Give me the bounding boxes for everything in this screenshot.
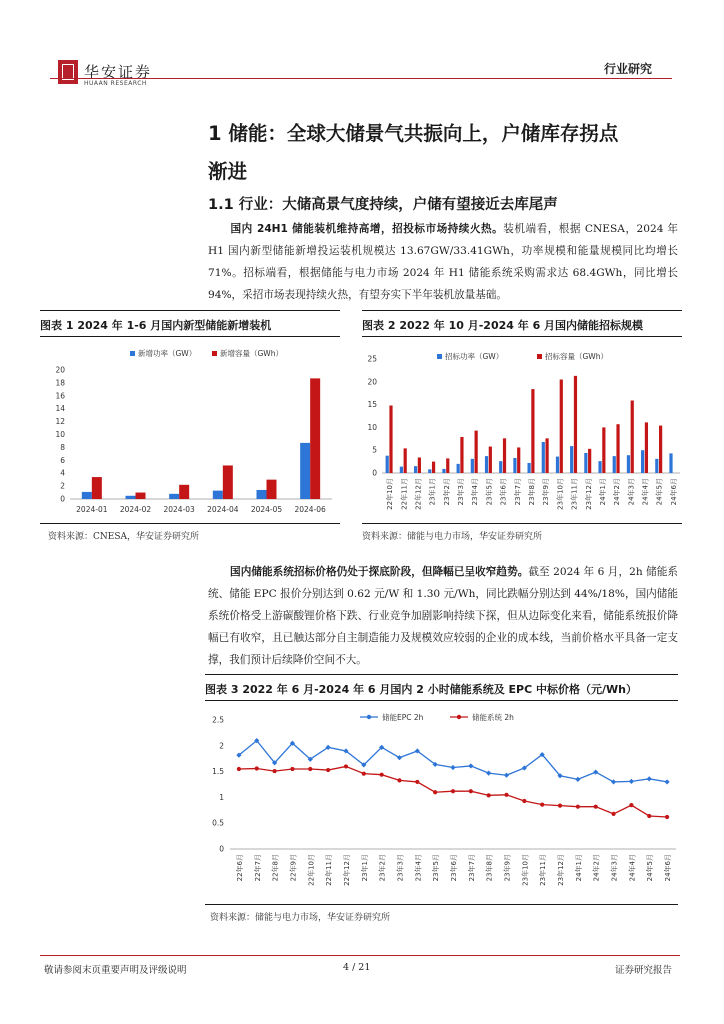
y-tick-label: 4 <box>60 468 65 478</box>
footer-report-type: 证券研究报告 <box>614 965 672 976</box>
bar-power <box>126 496 136 499</box>
y-tick-label: 2.5 <box>212 715 224 725</box>
report-section: 行业研究 <box>603 62 652 76</box>
bar-capacity <box>631 400 634 473</box>
point-epc <box>504 773 509 778</box>
bar-power <box>584 453 587 473</box>
x-tick-label: 23年3月 <box>457 478 466 506</box>
y-tick-label: 18 <box>55 378 65 388</box>
point-system <box>487 793 491 797</box>
x-tick-label: 24年1月 <box>598 478 607 506</box>
y-tick-label: 0 <box>372 468 377 478</box>
x-tick-label: 2024-03 <box>163 505 195 514</box>
x-tick-label: 23年8月 <box>485 854 494 882</box>
point-epc <box>647 776 652 781</box>
y-tick-label: 2 <box>219 741 224 751</box>
bar-capacity <box>616 424 619 473</box>
bar-capacity <box>310 378 320 499</box>
fig3-source: 资料来源：储能与电力市场，华安证券研究所 <box>210 913 391 923</box>
bar-capacity <box>503 438 506 473</box>
x-tick-label: 24年6月 <box>669 478 678 506</box>
fig1-bottom-rule <box>40 523 340 524</box>
point-epc <box>593 770 598 775</box>
x-tick-label: 23年2月 <box>378 854 387 882</box>
point-system <box>344 764 348 768</box>
fig1-top-rule <box>40 310 340 311</box>
x-tick-label: 22年8月 <box>271 854 280 882</box>
y-tick-label: 20 <box>367 377 377 387</box>
y-tick-label: 10 <box>55 430 65 439</box>
bar-capacity <box>92 477 102 499</box>
bar-capacity <box>446 458 449 473</box>
bar-capacity <box>136 493 146 499</box>
bar-capacity <box>223 465 233 499</box>
y-tick-label: 14 <box>55 404 65 414</box>
x-tick-label: 23年11月 <box>539 854 548 886</box>
x-tick-label: 2024-01 <box>76 505 108 514</box>
bar-power <box>485 456 488 473</box>
section-heading <box>208 118 678 188</box>
bar-power <box>627 455 630 473</box>
point-epc <box>397 755 402 760</box>
bar-power <box>499 461 502 473</box>
fig3-top-rule <box>205 674 678 675</box>
x-tick-label: 23年10月 <box>556 478 565 510</box>
x-tick-label: 22年7月 <box>253 854 262 882</box>
section-heading-line-1: 1 储能：全球大储景气共振向上，户储库存拐点 <box>208 122 619 145</box>
x-tick-label: 24年2月 <box>613 478 622 506</box>
paragraph-pricing <box>208 561 678 671</box>
x-tick-label: 23年10月 <box>521 854 530 886</box>
fig2-bottom-rule <box>362 523 682 524</box>
fig1-title: 图表 1 2024 年 1-6 月国内新型储能新增装机 <box>40 319 272 332</box>
x-tick-label: 24年5月 <box>655 478 664 506</box>
brand-logo-icon <box>58 60 78 84</box>
legend-swatch-1 <box>537 354 542 359</box>
brand-name: 华安证券 <box>84 63 153 81</box>
x-tick-label: 24年2月 <box>592 854 601 882</box>
point-system <box>665 815 669 819</box>
legend-label-1: 新增容量（GWh） <box>220 349 283 358</box>
point-system <box>647 814 651 818</box>
x-tick-label: 23年7月 <box>467 854 476 882</box>
bar-capacity <box>588 449 591 473</box>
point-system <box>273 769 277 773</box>
point-system <box>558 804 562 808</box>
x-tick-label: 23年3月 <box>396 854 405 882</box>
y-tick-label: 20 <box>55 365 65 375</box>
x-tick-label: 24年3月 <box>627 478 636 506</box>
bar-power <box>169 494 179 499</box>
x-tick-label: 22年9月 <box>289 854 298 882</box>
bar-power <box>457 464 460 473</box>
point-epc <box>450 765 455 770</box>
y-tick-label: 15 <box>367 400 377 410</box>
legend-swatch-0 <box>437 354 442 359</box>
x-tick-label: 23年8月 <box>528 478 536 506</box>
point-system <box>629 803 633 807</box>
footer-divider <box>40 955 680 956</box>
fig3-bottom-rule <box>205 904 678 905</box>
point-system <box>326 768 330 772</box>
x-tick-label: 23年5月 <box>485 478 494 506</box>
fig3-title: 图表 3 2022 年 6 月-2024 年 6 月国内 2 小时储能系统及 EPC 中标价格（元/Wh） <box>205 683 637 696</box>
legend-marker-1 <box>457 715 461 719</box>
x-tick-label: 23年7月 <box>513 478 522 506</box>
x-tick-label: 2024-02 <box>119 505 152 514</box>
x-tick-label: 23年6月 <box>450 854 458 882</box>
point-system <box>504 793 508 797</box>
bar-capacity <box>432 462 435 473</box>
point-system <box>380 773 384 777</box>
bar-capacity <box>389 406 392 473</box>
y-tick-label: 8 <box>60 442 65 452</box>
footer-disclaimer: 敬请参阅末页重要声明及评级说明 <box>44 965 187 976</box>
bar-power <box>257 490 267 499</box>
point-system <box>290 767 294 771</box>
bar-capacity <box>560 380 563 473</box>
fig1-chart <box>40 340 340 522</box>
bar-power <box>300 443 310 499</box>
point-system <box>469 789 473 793</box>
bar-power <box>386 456 389 473</box>
bar-power <box>598 461 601 473</box>
bar-power <box>471 459 474 473</box>
paragraph-pricing-body: 截至 2024 年 6 月，2h 储能系统、储能 EPC 报价分别达到 0.62 元/W 和 1.30 元/Wh，同比跌幅分别达到 44%/18%，国内储能系统价格受上游碳酸锂价格下跌、行业竞争加剧影响持续下探，但从边际变化来看，储能系统报价降幅已有收窄，且已触达部分自主制造能力及规模效应较弱的企业的成本线，当前价格水平具备一定支撑，我们预计后续降价空间不大。 <box>208 566 678 666</box>
x-tick-label: 22年11月 <box>400 478 409 510</box>
x-tick-label: 24年3月 <box>610 854 619 882</box>
x-tick-label: 22年11月 <box>325 854 334 886</box>
point-system <box>576 805 580 809</box>
point-system <box>611 812 615 816</box>
bar-capacity <box>659 426 662 473</box>
x-tick-label: 2024-06 <box>294 505 326 514</box>
legend-label-1: 储能系统 2h <box>472 713 514 722</box>
point-system <box>451 789 455 793</box>
point-system <box>237 767 241 771</box>
point-epc <box>486 771 491 776</box>
bar-power <box>400 467 403 473</box>
bar-power <box>414 466 417 473</box>
section-heading-line-2: 渐进 <box>208 160 248 183</box>
legend-label-0: 储能EPC 2h <box>382 713 424 722</box>
fig2-chart <box>362 340 684 522</box>
bar-capacity <box>475 431 478 473</box>
x-tick-label: 22年10月 <box>386 478 395 510</box>
x-tick-label: 23年12月 <box>557 854 566 886</box>
point-epc <box>664 779 669 784</box>
y-tick-label: 25 <box>367 354 377 364</box>
x-tick-label: 22年6月 <box>235 854 244 882</box>
bar-power <box>570 446 573 473</box>
bar-power <box>613 456 616 473</box>
bar-capacity <box>267 480 277 499</box>
x-tick-label: 24年5月 <box>646 854 655 882</box>
y-tick-label: 12 <box>55 417 65 427</box>
point-system <box>362 772 366 776</box>
bar-power <box>82 492 92 499</box>
x-tick-label: 24年4月 <box>628 854 637 882</box>
x-tick-label: 24年4月 <box>641 478 650 506</box>
y-tick-label: 0 <box>60 494 65 504</box>
x-tick-label: 23年9月 <box>503 854 512 882</box>
legend-label-0: 新增功率（GW） <box>138 349 197 358</box>
fig3-title-rule <box>205 700 678 701</box>
bar-power <box>213 491 223 499</box>
point-epc <box>611 779 616 784</box>
y-tick-label: 5 <box>372 445 377 455</box>
x-tick-label: 22年12月 <box>342 854 351 886</box>
bar-capacity <box>517 447 520 473</box>
bar-capacity <box>418 457 421 473</box>
x-tick-label: 23年1月 <box>360 854 369 882</box>
x-tick-label: 2024-04 <box>207 505 239 514</box>
point-system <box>415 780 419 784</box>
bar-capacity <box>404 448 407 473</box>
bar-power <box>528 463 531 473</box>
bar-power <box>669 453 672 473</box>
bar-capacity <box>179 485 189 499</box>
point-system <box>522 799 526 803</box>
fig2-source: 资料来源：储能与电力市场，华安证券研究所 <box>362 532 543 542</box>
x-tick-label: 23年4月 <box>471 478 480 506</box>
point-system <box>594 805 598 809</box>
fig3-chart <box>205 704 678 902</box>
y-tick-label: 1.5 <box>212 767 224 777</box>
x-tick-label: 23年12月 <box>584 478 593 510</box>
point-system <box>255 766 259 770</box>
y-tick-label: 1 <box>219 792 224 802</box>
bar-power <box>442 469 445 473</box>
fig2-top-rule <box>362 310 682 311</box>
x-tick-label: 23年1月 <box>428 478 437 506</box>
paragraph-installations-lead: 国内 24H1 储能装机维持高增，招投标市场持续火热。 <box>230 223 504 235</box>
legend-label-1: 招标容量（GWh） <box>545 352 608 361</box>
legend-swatch-1 <box>212 351 217 356</box>
legend-swatch-0 <box>130 351 135 356</box>
legend-marker-0 <box>367 715 371 719</box>
x-tick-label: 22年10月 <box>307 854 316 886</box>
y-tick-label: 0.5 <box>212 818 224 828</box>
bar-power <box>542 442 545 473</box>
paragraph-pricing-lead: 国内储能系统招标价格仍处于探底阶段，但降幅已呈收窄趋势。 <box>230 566 529 578</box>
point-system <box>397 778 401 782</box>
x-tick-label: 23年5月 <box>432 854 441 882</box>
y-tick-label: 16 <box>55 391 65 401</box>
x-tick-label: 23年6月 <box>499 478 508 506</box>
x-tick-label: 22年12月 <box>414 478 423 510</box>
bar-power <box>556 457 559 473</box>
fig2-title: 图表 2 2022 年 10 月-2024 年 6 月国内储能招标规模 <box>362 319 644 332</box>
point-system <box>540 803 544 807</box>
y-tick-label: 0 <box>219 844 224 854</box>
paragraph-installations-body: 装机端看，根据 CNESA，2024 年 H1 国内新型储能新增投运装机规模达 13.67GW/33.41GWh，功率规模和能量规模同比均增长 71%。招标端看，根据储能与电力市场 2024 年 H1 储能系统采购需求达 68.4GWh，同比增长 94%，采招市场表现持续火热，有望夯实下半年装机放量基础。 <box>208 223 678 301</box>
fig1-title-rule <box>40 336 340 337</box>
point-epc <box>468 763 473 768</box>
fig1-source: 资料来源：CNESA，华安证券研究所 <box>48 532 199 542</box>
legend-label-0: 招标功率（GW） <box>445 352 504 361</box>
x-tick-label: 24年6月 <box>664 854 673 882</box>
bar-power <box>655 459 658 473</box>
header-divider <box>50 78 672 79</box>
point-epc <box>575 777 580 782</box>
y-tick-label: 2 <box>60 481 65 491</box>
x-tick-label: 23年9月 <box>542 478 551 506</box>
bar-capacity <box>460 437 463 473</box>
bar-capacity <box>531 389 534 473</box>
x-tick-label: 2024-05 <box>250 505 283 514</box>
y-tick-label: 6 <box>60 455 65 465</box>
x-tick-label: 23年4月 <box>414 854 423 882</box>
x-tick-label: 23年2月 <box>442 478 451 506</box>
x-tick-label: 24年1月 <box>574 854 583 882</box>
x-tick-label: 23年11月 <box>570 478 579 510</box>
paragraph-installations <box>208 218 678 306</box>
bar-capacity <box>489 447 492 473</box>
bar-capacity <box>545 438 548 473</box>
bar-capacity <box>574 376 577 473</box>
bar-capacity <box>602 427 605 473</box>
bar-power <box>428 469 431 473</box>
fig2-title-rule <box>362 336 682 337</box>
point-epc <box>629 779 634 784</box>
point-system <box>433 790 437 794</box>
bar-capacity <box>645 422 648 473</box>
bar-power <box>513 458 516 473</box>
point-system <box>308 767 312 771</box>
y-tick-label: 10 <box>367 422 377 432</box>
bar-power <box>641 450 644 473</box>
brand-name-en: HUAAN RESEARCH <box>84 80 147 87</box>
page-number: 4 / 21 <box>343 962 371 973</box>
subsection-heading: 1.1 行业：大储高景气度持续，户储有望接近去库尾声 <box>208 197 558 213</box>
series-line-epc <box>239 741 667 782</box>
